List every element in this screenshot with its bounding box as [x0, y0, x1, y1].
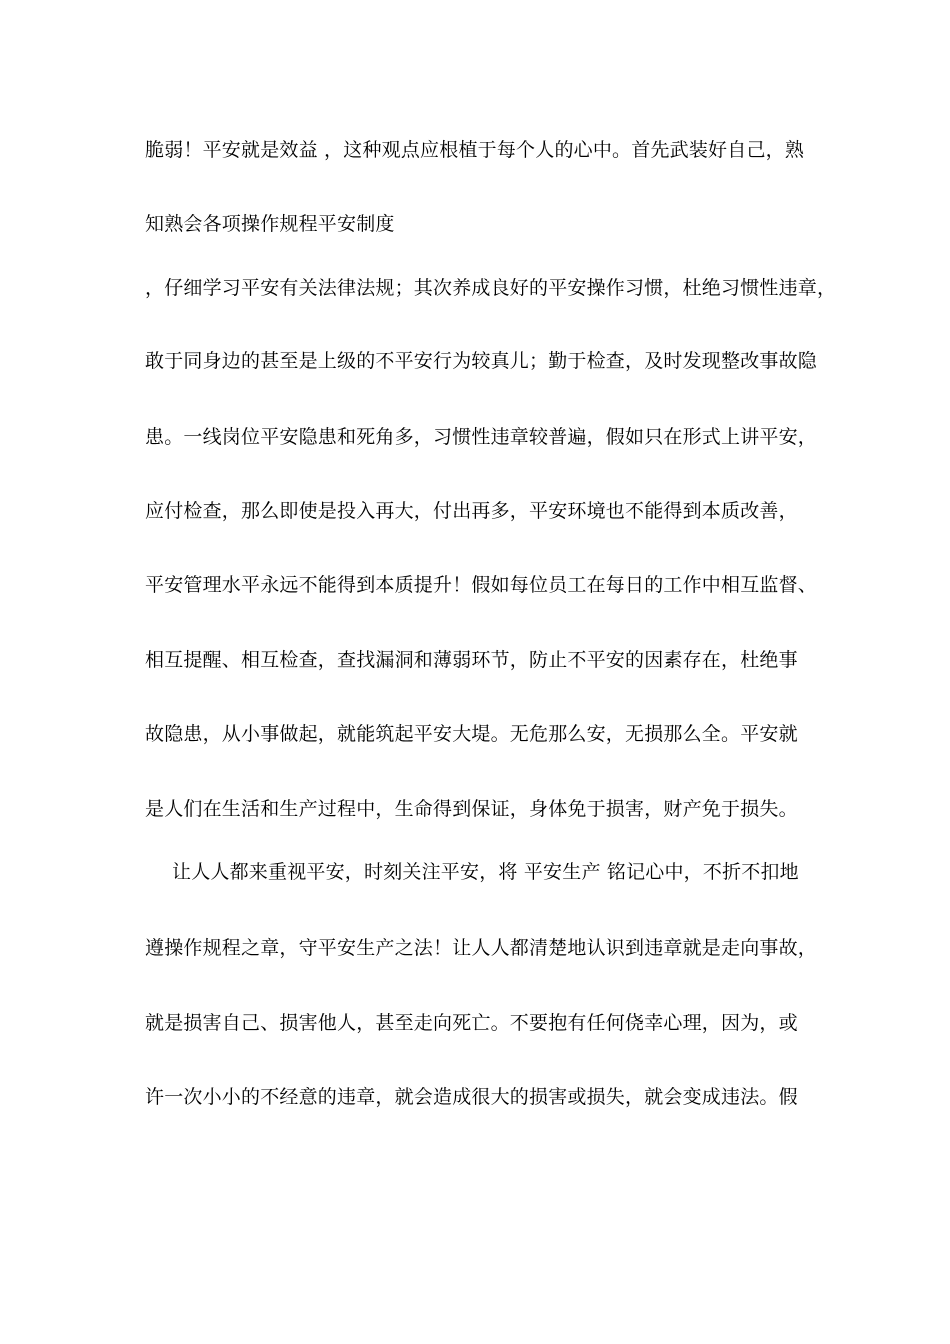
text-line: 许一次小小的不经意的违章，就会造成很大的损害或损失，就会变成违法。假: [145, 1086, 798, 1108]
paragraph-first-line: 让人人都来重视平安，时刻关注平安，将 平安生产 铭记心中，不折不扣地: [172, 861, 799, 883]
text-line: 脆弱！平安就是效益 ，这种观点应根植于每个人的心中。首先武装好自己，熟: [145, 139, 805, 161]
text-line: 患。一线岗位平安隐患和死角多，习惯性违章较普遍，假如只在形式上讲平安，: [145, 426, 818, 448]
text-line: 故隐患，从小事做起，就能筑起平安大堤。无危那么安，无损那么全。平安就: [145, 723, 798, 745]
text-line: 知熟会各项操作规程平安制度: [145, 213, 395, 235]
text-line: 相互提醒、相互检查，查找漏洞和薄弱环节，防止不平安的因素存在，杜绝事: [145, 649, 798, 671]
text-line: ，仔细学习平安有关法律法规；其次养成良好的平安操作习惯，杜绝习惯性违章，: [145, 277, 837, 299]
text-line: 是人们在生活和生产过程中，生命得到保证，身体免于损害，财产免于损失。: [145, 798, 798, 820]
text-line: 遵操作规程之章，守平安生产之法！让人人都清楚地认识到违章就是走向事故，: [145, 937, 818, 959]
text-line: 平安管理水平永远不能得到本质提升！假如每位员工在每日的工作中相互监督、: [145, 574, 818, 596]
text-line: 就是损害自己、损害他人，甚至走向死亡。不要抱有任何侥幸心理，因为，或: [145, 1012, 798, 1034]
text-line: 应付检查，那么即使是投入再大，付出再多，平安环境也不能得到本质改善，: [145, 500, 798, 522]
text-line: 敢于同身边的甚至是上级的不平安行为较真儿；勤于检查，及时发现整改事故隐: [145, 350, 818, 372]
